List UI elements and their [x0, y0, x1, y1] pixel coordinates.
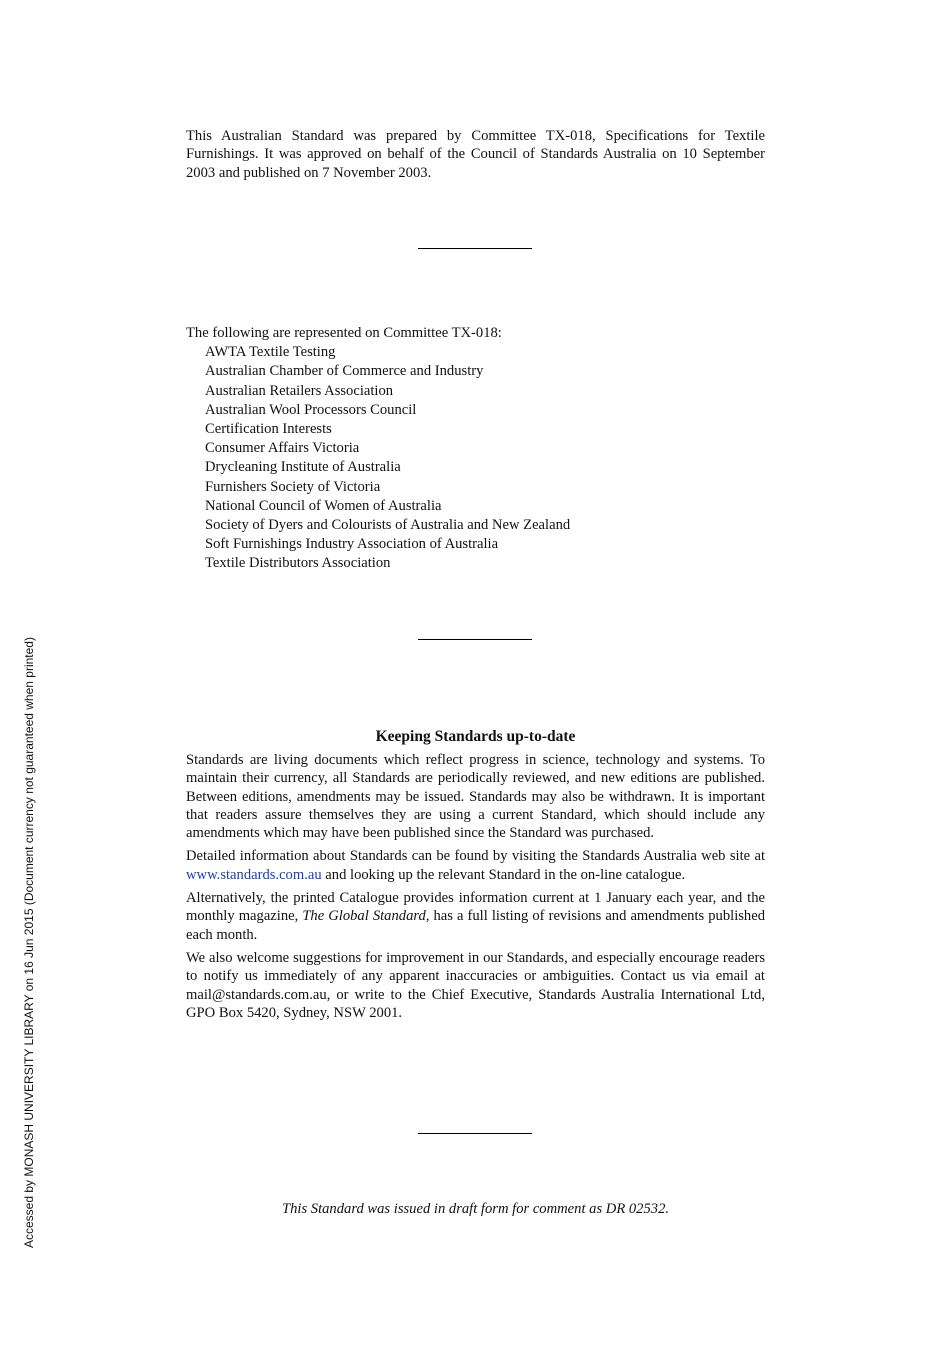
committee-member: AWTA Textile Testing: [205, 344, 336, 361]
committee-member: Consumer Affairs Victoria: [205, 440, 360, 457]
suggestions-paragraph: We also welcome suggestions for improvement in our Standards, and especially encourage readers to notify us immediately of any apparent inaccuracies or ambiguities. Contact us via email at mail@standards.com.au, or write to the Chief Executive, Standards Australia International Ltd, GPO Box 5420, Sydney, NSW 2001.: [186, 949, 765, 1021]
section-divider: [418, 248, 532, 249]
committee-member: Society of Dyers and Colourists of Australia and New Zealand: [205, 517, 571, 534]
website-paragraph: [186, 847, 765, 884]
preparation-section: [186, 127, 765, 182]
website-text-before: Detailed information about Standards can be found by visiting the Standards Australia web site at: [186, 848, 765, 865]
draft-note: This Standard was issued in draft form for comment as DR 02532.: [281, 1201, 670, 1217]
section-divider: [418, 639, 532, 640]
magazine-title: The Global Standard: [302, 908, 426, 925]
committee-member-list: [186, 343, 765, 573]
committee-member: National Council of Women of Australia: [205, 497, 442, 514]
committee-member: Australian Wool Processors Council: [205, 401, 417, 418]
keeping-standards-heading: Keeping Standards up-to-date: [375, 728, 576, 745]
section-divider: [418, 1133, 532, 1134]
committee-member: Drycleaning Institute of Australia: [205, 459, 401, 476]
preparation-paragraph: This Australian Standard was prepared by Committee TX-018, Specifications for Textile Furnishings. It was approved on behalf of the Council of Standards Australia on 10 September 2003 and published on 7 November 2003.: [186, 128, 765, 181]
keeping-standards-body: [186, 751, 765, 1027]
access-watermark: Accessed by MONASH UNIVERSITY LIBRARY on 16 Jun 2015 (Document currency not guaranteed when printed): [22, 637, 36, 1248]
committee-intro: The following are represented on Committee TX-018:: [186, 325, 502, 341]
committee-member: Australian Chamber of Commerce and Industry: [205, 363, 484, 380]
committee-member: Textile Distributors Association: [205, 555, 391, 572]
catalogue-text-before: Alternatively, the printed Catalogue provides information current at 1 January each year, and the monthly magazine,: [186, 890, 765, 925]
currency-paragraph: Standards are living documents which reflect progress in science, technology and systems. To maintain their currency, all Standards are periodically reviewed, and new editions are published. Between editions, amendments may be issued. Standards may also be withdrawn. It is important that readers assure themselves they are using a current Standard, which should include any amendments which may have been published since the Standard was purchased.: [186, 752, 765, 842]
catalogue-paragraph: [186, 889, 765, 944]
committee-member: Australian Retailers Association: [205, 382, 394, 399]
committee-member: Certification Interests: [205, 421, 332, 438]
committee-section: [186, 324, 765, 574]
website-text-after: and looking up the relevant Standard in the on-line catalogue.: [321, 866, 686, 883]
committee-member: Soft Furnishings Industry Association of Australia: [205, 536, 499, 553]
committee-member: Furnishers Society of Victoria: [205, 478, 381, 495]
catalogue-text-after: , has a full listing of revisions and amendments published each month.: [186, 908, 765, 943]
standards-website-link[interactable]: www.standards.com.au: [186, 866, 322, 883]
